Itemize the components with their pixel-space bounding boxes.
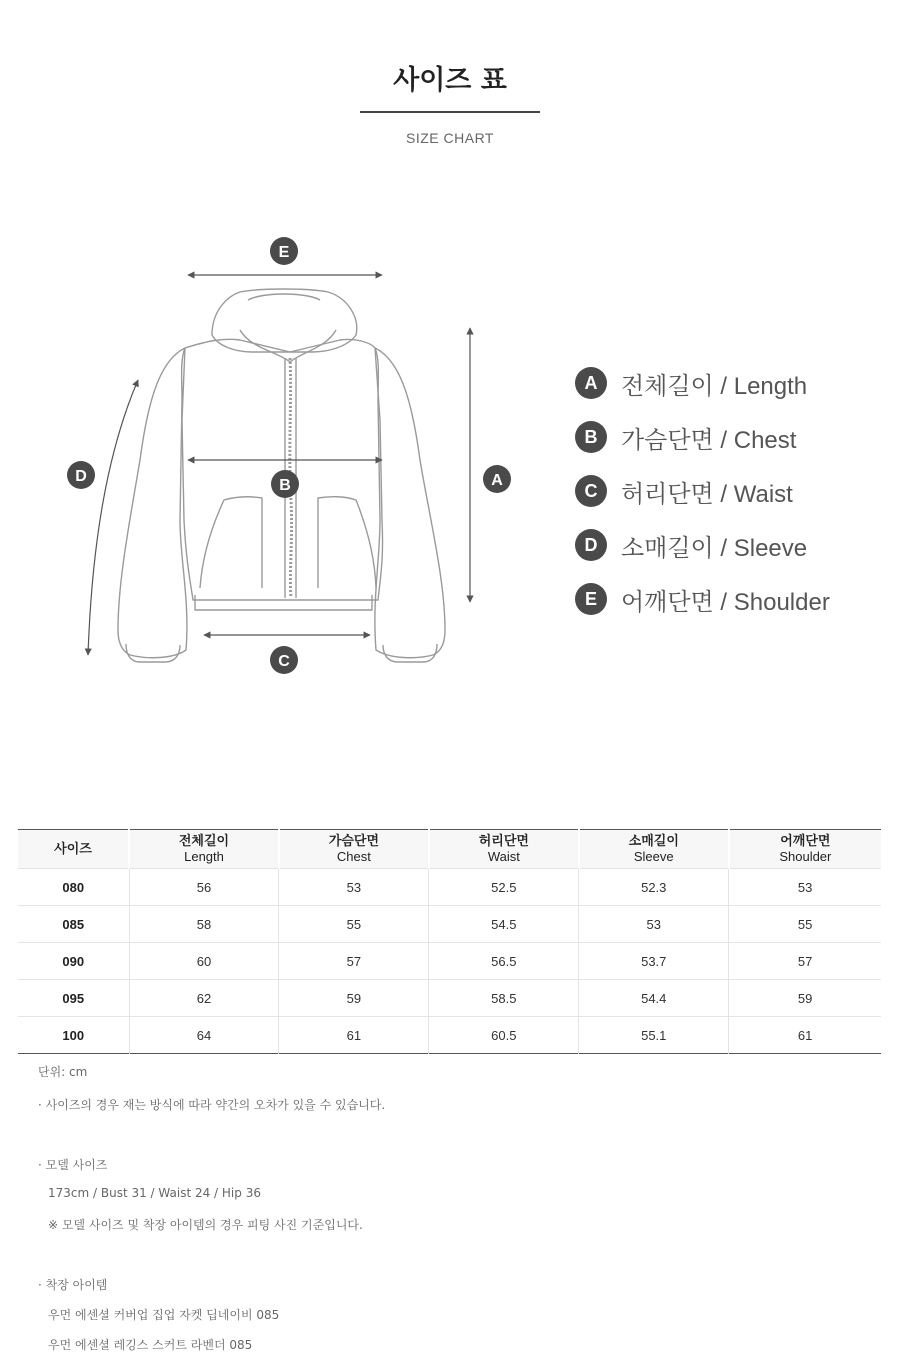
outfit-item: 우먼 에센셜 커버업 집업 자켓 딥네이비 085 — [48, 1308, 280, 1322]
page-title: 사이즈 표 — [393, 65, 507, 96]
marker-d — [67, 461, 95, 489]
cell-length: 60 — [129, 943, 279, 980]
legend-badge-d: D — [575, 529, 607, 561]
legend-badge-b: B — [575, 421, 607, 453]
cell-chest: 55 — [279, 906, 429, 943]
unit-note: 단위: cm — [38, 1065, 88, 1079]
cell-chest: 59 — [279, 980, 429, 1017]
table-row — [18, 980, 881, 1017]
model-size-heading: · 모델 사이즈 — [38, 1158, 108, 1172]
table-row — [18, 869, 881, 906]
cell-waist: 58.5 — [429, 980, 579, 1017]
svg-text:D: D — [75, 468, 87, 485]
legend-item-chest — [575, 410, 830, 464]
cell-shoulder: 61 — [729, 1017, 881, 1054]
cell-sleeve: 55.1 — [579, 1017, 729, 1054]
measurement-disclaimer: · 사이즈의 경우 재는 방식에 따라 약간의 오차가 있을 수 있습니다. — [38, 1098, 386, 1112]
size-table — [18, 829, 881, 1054]
outfit-heading: · 착장 아이템 — [38, 1278, 108, 1292]
title-divider — [360, 111, 540, 113]
cell-size: 100 — [18, 1017, 129, 1054]
legend-badge-e: E — [575, 583, 607, 615]
legend-item-shoulder — [575, 572, 830, 626]
legend-item-waist — [575, 464, 830, 518]
measurement-legend — [575, 356, 830, 626]
cell-sleeve: 53 — [579, 906, 729, 943]
cell-chest: 57 — [279, 943, 429, 980]
cell-size: 095 — [18, 980, 129, 1017]
legend-badge-a: A — [575, 367, 607, 399]
cell-sleeve: 52.3 — [579, 869, 729, 906]
column-header-shoulder: 어깨단면 Shoulder — [729, 830, 881, 869]
cell-length: 62 — [129, 980, 279, 1017]
cell-waist: 54.5 — [429, 906, 579, 943]
cell-waist: 56.5 — [429, 943, 579, 980]
marker-b — [271, 470, 299, 498]
cell-chest: 53 — [279, 869, 429, 906]
column-header-length: 전체길이 Length — [129, 830, 279, 869]
table-header-row — [18, 830, 881, 869]
cell-shoulder: 55 — [729, 906, 881, 943]
legend-item-sleeve — [575, 518, 830, 572]
legend-badge-c: C — [575, 475, 607, 507]
cell-size: 080 — [18, 869, 129, 906]
marker-a — [483, 465, 511, 493]
legend-label: 허리단면 / Waist — [621, 480, 793, 508]
column-header-waist: 허리단면 Waist — [429, 830, 579, 869]
outfit-item: 우먼 에센셜 레깅스 스커트 라벤더 085 — [48, 1338, 253, 1352]
model-measurements: 173cm / Bust 31 / Waist 24 / Hip 36 — [48, 1186, 261, 1200]
column-header-sleeve: 소매길이 Sleeve — [579, 830, 729, 869]
table-row — [18, 906, 881, 943]
legend-label: 가슴단면 / Chest — [621, 426, 797, 454]
marker-e — [270, 237, 298, 265]
svg-text:E: E — [278, 244, 290, 261]
cell-length: 64 — [129, 1017, 279, 1054]
cell-length: 58 — [129, 906, 279, 943]
table-row — [18, 1017, 881, 1054]
model-size-note: ※ 모델 사이즈 및 착장 아이템의 경우 피팅 사진 기준입니다. — [48, 1218, 363, 1232]
measurement-arrows — [88, 275, 470, 655]
cell-chest: 61 — [279, 1017, 429, 1054]
legend-label: 전체길이 / Length — [621, 372, 808, 400]
cell-sleeve: 53.7 — [579, 943, 729, 980]
page-subtitle: SIZE CHART — [406, 130, 494, 146]
cell-length: 56 — [129, 869, 279, 906]
cell-shoulder: 57 — [729, 943, 881, 980]
cell-sleeve: 54.4 — [579, 980, 729, 1017]
legend-label: 어깨단면 / Shoulder — [621, 588, 830, 616]
cell-shoulder: 59 — [729, 980, 881, 1017]
legend-item-length — [575, 356, 830, 410]
svg-text:B: B — [279, 477, 291, 494]
marker-c — [270, 646, 298, 674]
legend-label: 소매길이 / Sleeve — [621, 534, 808, 562]
cell-shoulder: 53 — [729, 869, 881, 906]
cell-size: 085 — [18, 906, 129, 943]
cell-waist: 52.5 — [429, 869, 579, 906]
svg-text:C: C — [278, 653, 290, 670]
column-header-chest: 가슴단면 Chest — [279, 830, 429, 869]
table-row — [18, 943, 881, 980]
svg-text:A: A — [491, 472, 503, 489]
cell-size: 090 — [18, 943, 129, 980]
cell-waist: 60.5 — [429, 1017, 579, 1054]
column-header-size: 사이즈 — [18, 830, 129, 869]
hoodie-measurement-diagram — [0, 220, 560, 700]
